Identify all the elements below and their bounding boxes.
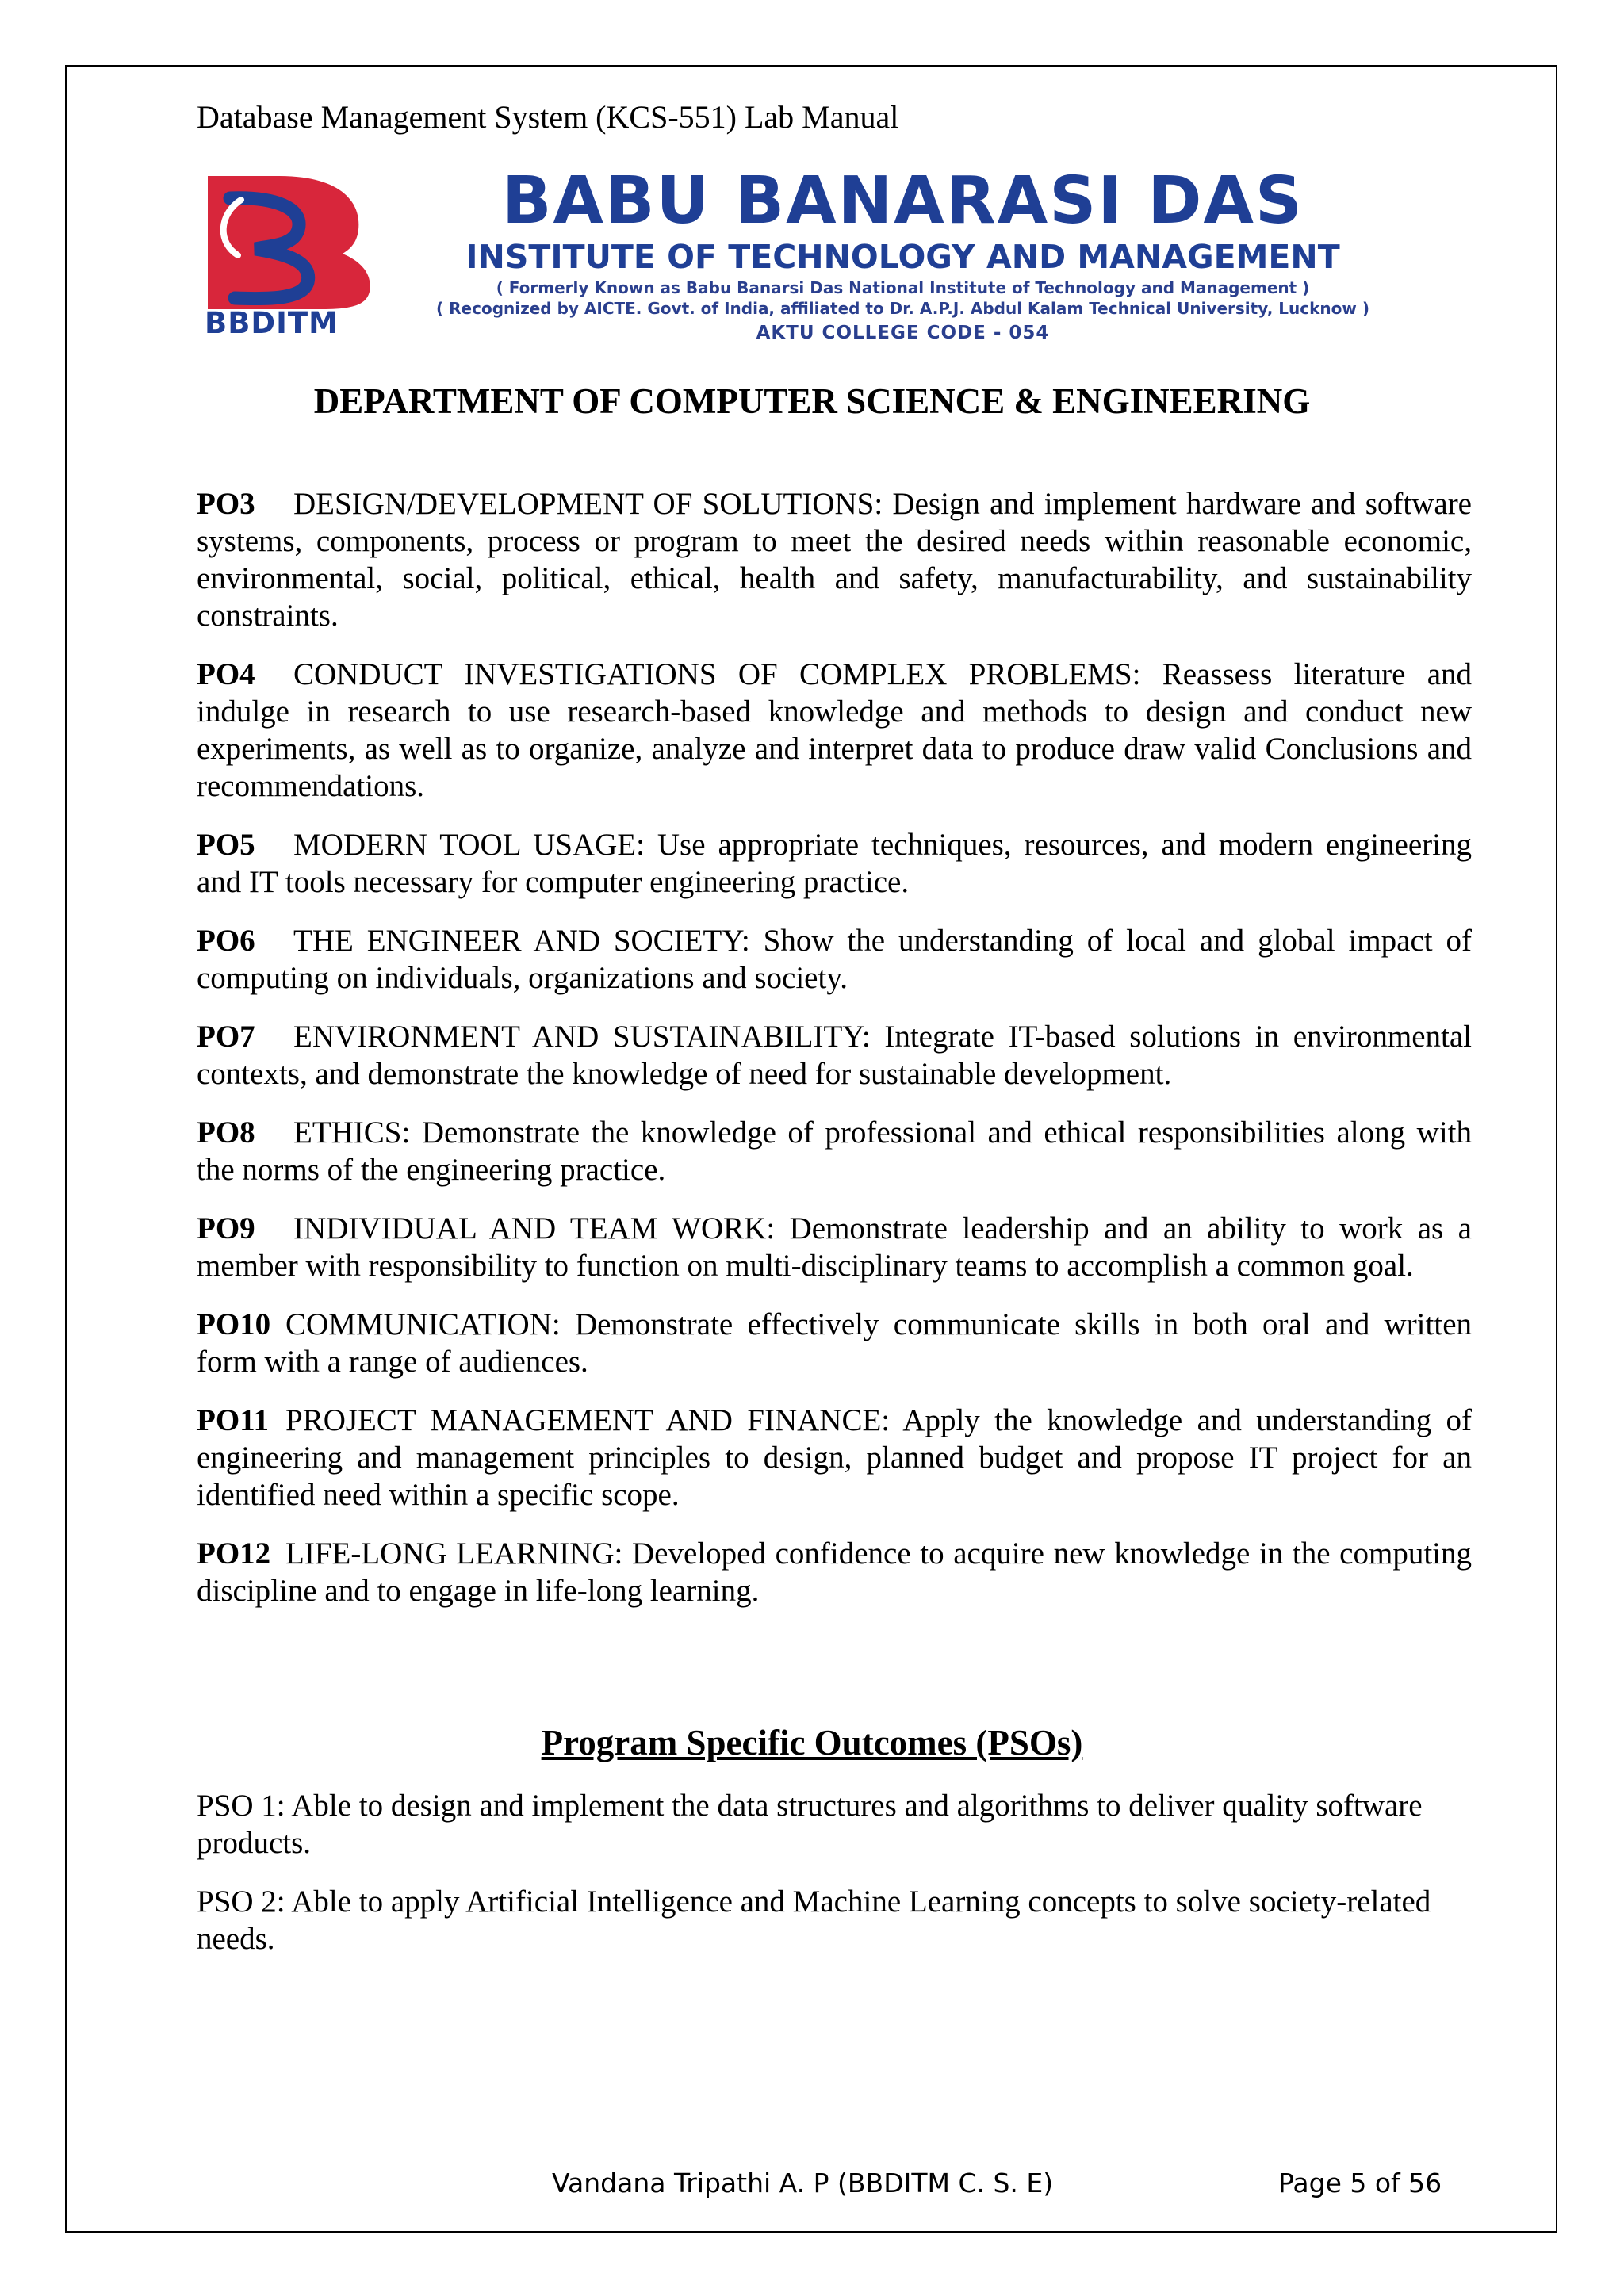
department-title: DEPARTMENT OF COMPUTER SCIENCE & ENGINEERING [313,381,1311,421]
program-outcomes-list [197,485,1472,1631]
po-code: PO11 [197,1403,270,1437]
po-item [197,1210,1472,1284]
pso-item: PSO 1: Able to design and implement the data structures and algorithms to deliver quality software products. [197,1789,1423,1860]
bbditm-logo [203,166,377,347]
footer-page-number: Page 5 of 56 [1278,2168,1442,2198]
institute-recognition: ( Recognized by AICTE. Govt. of India, affiliated to Dr. A.P.J. Abdul Kalam Technical University, Lucknow ) [436,299,1369,318]
po-item [197,1114,1472,1188]
po-text: ETHICS: Demonstrate the knowledge of professional and ethical responsibilities along with the norms of the engineering practice. [197,1115,1472,1187]
po-code: PO12 [197,1536,271,1571]
po-item [197,826,1472,901]
institute-former-name: ( Formerly Known as Babu Banarsi Das National Institute of Technology and Management ) [496,278,1310,297]
po-item [197,485,1472,634]
po-item [197,656,1472,805]
po-item [197,1402,1472,1513]
footer-author: Vandana Tripathi A. P (BBDITM C. S. E) [552,2168,1054,2198]
po-item [197,1018,1472,1093]
po-item [197,1535,1472,1609]
po-code: PO4 [197,657,255,691]
po-text: DESIGN/DEVELOPMENT OF SOLUTIONS: Design and implement hardware and software systems, components, process or program to meet the desired needs within reasonable economic, environmental, social, political, ethical, health and safety, manufacturability, and sustainability constraints. [197,487,1472,633]
institute-logo-banner [203,163,1424,347]
logo-abbreviation: BBDITM [205,306,339,340]
po-text: CONDUCT INVESTIGATIONS OF COMPLEX PROBLEMS: Reassess literature and indulge in research to use research-based knowledge and methods to design and conduct new experiments, as well as to organize, analyze and interpret data to produce draw valid Conclusions and recommendations. [197,657,1472,803]
bbditm-emblem-icon [203,166,377,309]
institute-name: BABU BANARASI DAS [502,163,1304,239]
po-text: INDIVIDUAL AND TEAM WORK: Demonstrate leadership and an ability to work as a member with responsibility to function on multi-disciplinary teams to accomplish a common goal. [197,1211,1472,1283]
po-code: PO10 [197,1307,271,1341]
po-text: LIFE-LONG LEARNING: Developed confidence to acquire new knowledge in the computing discipline and to engage in life-long learning. [197,1536,1472,1608]
po-code: PO3 [197,487,255,521]
po-code: PO5 [197,828,255,862]
po-code: PO9 [197,1211,255,1246]
institute-text [377,163,1428,347]
po-text: ENVIRONMENT AND SUSTAINABILITY: Integrate IT-based solutions in environmental contexts, and demonstrate the knowledge of need for sustainable development. [197,1020,1472,1091]
pso-section-title: Program Specific Outcomes (PSOs) [541,1723,1083,1762]
po-item [197,922,1472,997]
po-text: THE ENGINEER AND SOCIETY: Show the understanding of local and global impact of computing on individuals, organizations and society. [197,924,1472,995]
po-text: MODERN TOOL USAGE: Use appropriate techniques, resources, and modern engineering and IT tools necessary for computer engineering practice. [197,828,1472,899]
college-code: AKTU COLLEGE CODE - 054 [756,323,1050,343]
po-code: PO6 [197,924,255,958]
po-code: PO7 [197,1020,255,1054]
institute-subtitle: INSTITUTE OF TECHNOLOGY AND MANAGEMENT [465,238,1340,276]
po-text: COMMUNICATION: Demonstrate effectively communicate skills in both oral and written form with a range of audiences. [197,1307,1472,1379]
pso-item: PSO 2: Able to apply Artificial Intelligence and Machine Learning concepts to solve society-related needs. [197,1885,1431,1956]
po-code: PO8 [197,1115,255,1150]
document-header: Database Management System (KCS-551) Lab Manual [197,99,899,135]
po-text: PROJECT MANAGEMENT AND FINANCE: Apply the knowledge and understanding of engineering and management principles to design, planned budget and propose IT project for an identified need within a specific scope. [197,1403,1472,1512]
po-item [197,1306,1472,1380]
pso-list [197,1787,1442,1979]
